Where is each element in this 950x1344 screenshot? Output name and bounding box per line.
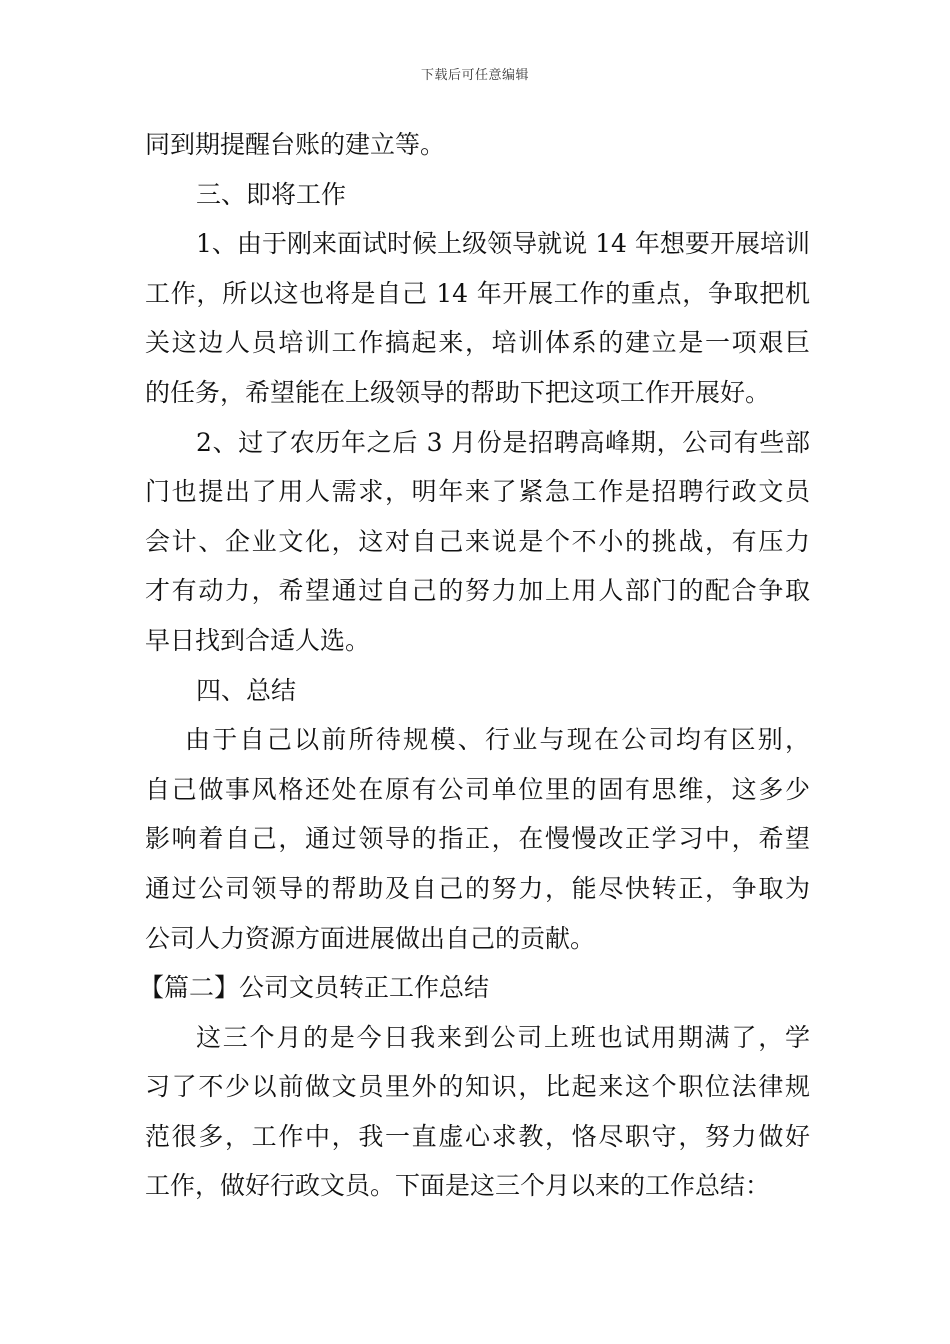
document-body bbox=[139, 120, 810, 1211]
text-line: 习了不少以前做文员里外的知识，比起来这个职位法律规 bbox=[145, 1072, 810, 1102]
text-line: 工作，所以这也将是自己 14 年开展工作的重点，争取把机 bbox=[145, 278, 810, 308]
text-line: 的任务，希望能在上级领导的帮助下把这项工作开展好。 bbox=[145, 377, 771, 407]
text-line: 早日找到合适人选。 bbox=[145, 625, 371, 655]
text-line: 门也提出了用人需求，明年来了紧急工作是招聘行政文员 bbox=[145, 477, 810, 507]
text-line: 工作，做好行政文员。下面是这三个月以来的工作总结： bbox=[145, 1171, 771, 1201]
page-header: 下载后可任意编辑 bbox=[420, 68, 529, 83]
article-title: 【篇二】公司文员转正工作总结 bbox=[139, 973, 490, 1003]
text-line: 才有动力，希望通过自己的努力加上用人部门的配合争取 bbox=[145, 576, 810, 606]
text-line: 范很多，工作中，我一直虚心求教，恪尽职守，努力做好 bbox=[145, 1121, 810, 1151]
section-heading: 三、即将工作 bbox=[196, 179, 347, 209]
text-line: 自己做事风格还处在原有公司单位里的固有思维，这多少 bbox=[145, 774, 810, 804]
text-line: 2、过了农历年之后 3 月份是招聘高峰期，公司有些部 bbox=[196, 427, 810, 457]
text-line: 公司人力资源方面进展做出自己的贡献。 bbox=[145, 923, 596, 953]
text-line: 影响着自己，通过领导的指正，在慢慢改正学习中，希望 bbox=[145, 824, 810, 854]
text-line: 这三个月的是今日我来到公司上班也试用期满了，学 bbox=[196, 1022, 810, 1052]
text-line: 同到期提醒台账的建立等。 bbox=[145, 130, 446, 159]
text-line: 通过公司领导的帮助及自己的努力，能尽快转正，争取为 bbox=[145, 873, 810, 903]
section-heading: 四、总结 bbox=[196, 675, 297, 705]
text-line: 关这边人员培训工作搞起来，培训体系的建立是一项艰巨 bbox=[145, 328, 810, 358]
text-line: 1、由于刚来面试时候上级领导就说 14 年想要开展培训 bbox=[196, 229, 810, 259]
text-line: 会计、企业文化，这对自己来说是个不小的挑战，有压力 bbox=[145, 526, 810, 556]
text-line: 由于自己以前所待规模、行业与现在公司均有区别， bbox=[185, 725, 810, 755]
